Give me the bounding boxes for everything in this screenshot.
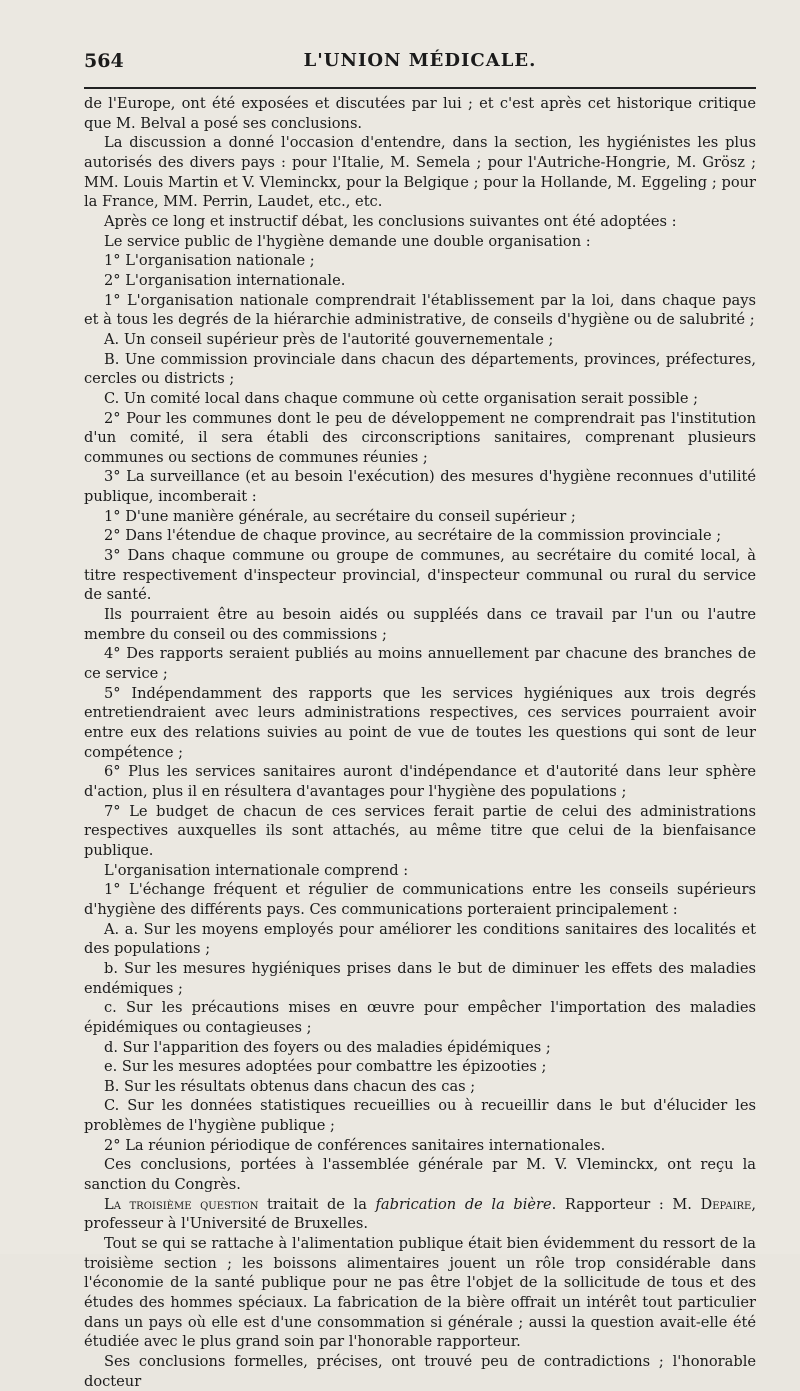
paragraph: 2° Pour les communes dont le peu de développement ne comprendrait pas l'institution d'un comité, il sera établi des circonscriptions sanitaires, comprenant plusieurs communes ou sections de communes réunies ;: [84, 409, 756, 466]
paragraph: 1° L'organisation nationale comprendrait l'établissement par la loi, dans chaque pays et à tous les degrés de la hiérarchie administrative, de conseils d'hygiène ou de salubrité ;: [84, 291, 756, 329]
paragraph: d. Sur l'apparition des foyers ou des maladies épidémiques ;: [104, 1038, 551, 1056]
paragraph: 4° Des rapports seraient publiés au moins annuellement par chacune des branches de ce service ;: [84, 645, 756, 683]
paragraph: A. a. Sur les moyens employés pour améliorer les conditions sanitaires des localités et des populations ;: [84, 920, 756, 958]
paragraph: C. Sur les données statistiques recueillies ou à recueillir dans le but d'élucider les problèmes de l'hygiène publique ;: [84, 1097, 756, 1135]
paragraph: 3° Dans chaque commune ou groupe de communes, au secrétaire du comité local, à titre respectivement d'inspecteur provincial, d'inspecteur communal ou rural du service de santé.: [84, 547, 756, 604]
paragraph: b. Sur les mesures hygiéniques prises dans le but de diminuer les effets des maladies endémiques ;: [84, 959, 756, 997]
closing-paragraphs: [84, 1234, 756, 1391]
paragraph: A. Un conseil supérieur près de l'autorité gouvernementale ;: [104, 330, 554, 348]
section-label: La troisième question: [104, 1195, 259, 1213]
paragraph: B. Sur les résultats obtenus dans chacun des cas ;: [104, 1077, 476, 1095]
section-text-after: . Rapporteur : M.: [551, 1195, 701, 1213]
paragraph: Tout se qui se rattache à l'alimentation publique était bien évidemment du ressort de la troisième section ; les boissons alimentaires jouent un rôle trop considérable dans l'économie de la santé publique pour ne pas être l'objet de la sollicitude de tous et des études des hommes spéciaux. La fabrication de la bière offrait un intérêt tout particulier dans un pays où elle est d'une consommation si générale ; aussi la question avait-elle été étudiée avec le plus grand soin par l'honorable rapporteur.: [84, 1235, 756, 1351]
paragraph: 5° Indépendamment des rapports que les services hygiéniques aux trois degrés entretiendraient avec leurs administrations respectives, ces services pourraient avoir entre eux des relations suivies au point de vue de toutes les questions qui sont de leur compétence ;: [84, 684, 756, 761]
section-intro: [84, 1195, 756, 1234]
running-title: L'UNION MÉDICALE.: [303, 50, 537, 71]
paragraph: B. Une commission provinciale dans chacun des départements, provinces, préfectures, cercles ou districts ;: [84, 350, 756, 388]
paragraph: Ces conclusions, portées à l'assemblée générale par M. V. Vleminckx, ont reçu la sanction du Congrès.: [84, 1156, 756, 1194]
paragraph: L'organisation internationale comprend :: [104, 861, 409, 879]
article-body: [84, 94, 756, 1391]
paragraph: de l'Europe, ont été exposées et discutées par lui ; et c'est après cet historique critique que M. Belval a posé ses conclusions.: [84, 95, 756, 132]
section-text-before: traitait de la: [258, 1195, 376, 1213]
rapporteur-name: Depaire: [700, 1195, 752, 1213]
paragraph: 2° L'organisation internationale.: [104, 271, 346, 289]
section-text-end: , professeur à l'Université de Bruxelles.: [84, 1195, 756, 1233]
paragraph: 7° Le budget de chacun de ces services ferait partie de celui des administrations respectives auxquelles ils sont attachés, au même titre que celui de la bienfaisance publique.: [84, 802, 756, 859]
paragraph: 2° Dans l'étendue de chaque province, au secrétaire de la commission provinciale ;: [104, 527, 722, 545]
page-number: 564: [84, 50, 124, 72]
paragraph: e. Sur les mesures adoptées pour combattre les épizooties ;: [104, 1058, 547, 1076]
paragraph: 1° L'échange fréquent et régulier de communications entre les conseils supérieurs d'hygiène des différents pays. Ces communications porteraient principalement :: [84, 881, 756, 918]
paragraph: Le service public de l'hygiène demande une double organisation :: [104, 232, 591, 250]
paragraph: 1° L'organisation nationale ;: [104, 252, 315, 270]
paragraph: Après ce long et instructif débat, les conclusions suivantes ont été adoptées :: [104, 212, 677, 230]
paragraph: C. Un comité local dans chaque commune où cette organisation serait possible ;: [104, 389, 699, 407]
paragraph: 2° La réunion périodique de conférences sanitaires internationales.: [104, 1136, 606, 1154]
header-rule: [84, 87, 756, 89]
paragraph: c. Sur les précautions mises en œuvre pour empêcher l'importation des maladies épidémiques ou contagieuses ;: [84, 999, 756, 1036]
paragraph: 1° D'une manière générale, au secrétaire du conseil supérieur ;: [104, 507, 576, 525]
paragraph: Ses conclusions formelles, précises, ont trouvé peu de contradictions ; l'honorable docteur: [84, 1353, 756, 1390]
page-header: [84, 44, 756, 84]
paragraph: La discussion a donné l'occasion d'entendre, dans la section, les hygiénistes les plus autorisés des divers pays : pour l'Italie, M. Semela ; pour l'Autriche-Hongrie, M. Grösz ; MM. Louis Martin et V. Vleminckx, pour la Belgique ; pour la Hollande, M. Eggeling ; pour la France, MM. Perrin, Laudet, etc., etc.: [84, 134, 756, 211]
paragraph: 3° La surveillance (et au besoin l'exécution) des mesures d'hygiène reconnues d'utilité publique, incomberait :: [84, 468, 756, 506]
paragraph: Ils pourraient être au besoin aidés ou suppléés dans ce travail par l'un ou l'autre membre du conseil ou des commissions ;: [84, 606, 756, 643]
paragraph: 6° Plus les services sanitaires auront d'indépendance et d'autorité dans leur sphère d'action, plus il en résultera d'avantages pour l'hygiène des populations ;: [84, 763, 756, 800]
paragraph-list: [84, 94, 756, 1195]
section-topic: fabrication de la bière: [375, 1195, 552, 1213]
